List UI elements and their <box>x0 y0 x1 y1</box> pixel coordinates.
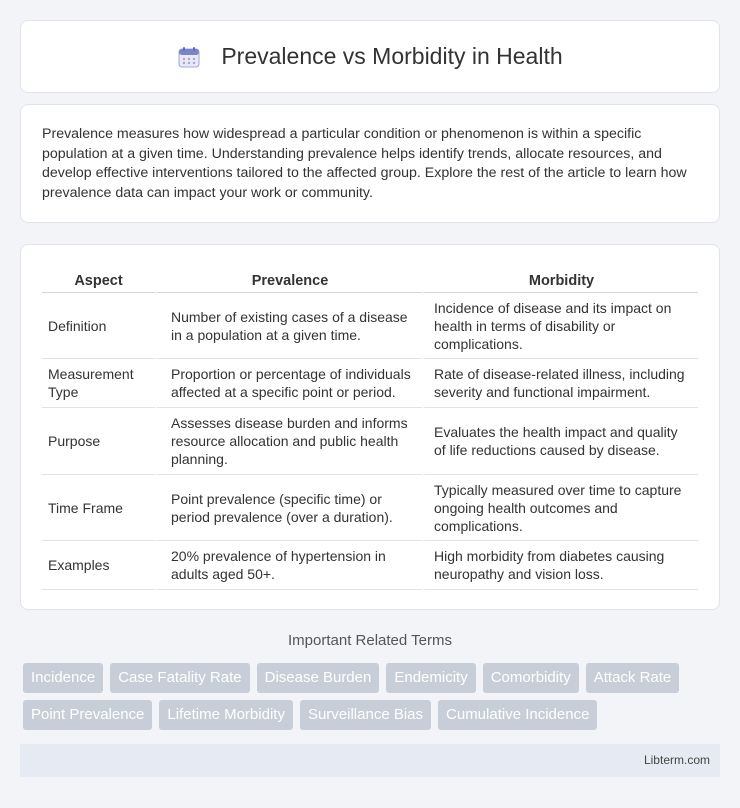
morbidity-cell: High morbidity from diabetes causing neuropathy and vision loss. <box>422 541 698 590</box>
table-row <box>42 293 698 359</box>
related-term-tag[interactable]: Surveillance Bias <box>300 700 431 730</box>
prevalence-cell: 20% prevalence of hypertension in adults aged 50+. <box>155 541 422 590</box>
related-term-tag[interactable]: Point Prevalence <box>23 700 152 730</box>
morbidity-cell: Incidence of disease and its impact on health in terms of disability or complications. <box>422 293 698 359</box>
related-term-tag[interactable]: Incidence <box>23 663 103 693</box>
aspect-cell: Examples <box>42 541 155 590</box>
related-terms-title: Important Related Terms <box>288 632 452 649</box>
comparison-table <box>42 263 698 590</box>
calendar-icon <box>177 45 201 69</box>
header-card <box>20 20 720 93</box>
prevalence-cell: Assesses disease burden and informs resource allocation and public health planning. <box>155 408 422 475</box>
prevalence-cell: Proportion or percentage of individuals affected at a specific point or period. <box>155 359 422 408</box>
related-terms-list <box>23 663 723 737</box>
intro-text: Prevalence measures how widespread a particular condition or phenomenon is within a specific population at a given time. Understanding prevalence helps identify trends, allocate resources, and develop effective interventions tailored to the affected group. Explore the rest of the article to learn how prevalence data can impact your work or community. <box>42 126 687 201</box>
comparison-table-card <box>20 244 720 610</box>
footer <box>20 744 720 777</box>
related-term-tag[interactable]: Cumulative Incidence <box>438 700 597 730</box>
related-term-tag[interactable]: Disease Burden <box>257 663 380 693</box>
related-term-tag[interactable]: Lifetime Morbidity <box>159 700 293 730</box>
morbidity-cell: Rate of disease-related illness, including severity and functional impairment. <box>422 359 698 408</box>
related-term-tag[interactable]: Case Fatality Rate <box>110 663 249 693</box>
page-title: Prevalence vs Morbidity in Health <box>221 43 563 69</box>
related-term-tag[interactable]: Comorbidity <box>483 663 579 693</box>
column-header-aspect: Aspect <box>42 263 155 293</box>
table-row <box>42 475 698 541</box>
aspect-cell: Time Frame <box>42 475 155 541</box>
morbidity-cell: Typically measured over time to capture ongoing health outcomes and complications. <box>422 475 698 541</box>
table-row <box>42 408 698 475</box>
morbidity-cell: Evaluates the health impact and quality of life reductions caused by disease. <box>422 408 698 475</box>
table-row <box>42 359 698 408</box>
column-header-morbidity: Morbidity <box>422 263 698 293</box>
aspect-cell: Purpose <box>42 408 155 475</box>
table-header-row <box>42 263 698 293</box>
table-row <box>42 541 698 590</box>
aspect-cell: Definition <box>42 293 155 359</box>
intro-card <box>20 104 720 223</box>
related-term-tag[interactable]: Endemicity <box>386 663 475 693</box>
aspect-cell: Measurement Type <box>42 359 155 408</box>
related-term-tag[interactable]: Attack Rate <box>586 663 680 693</box>
footer-site-link[interactable]: Libterm.com <box>643 753 710 767</box>
prevalence-cell: Number of existing cases of a disease in a population at a given time. <box>155 293 422 359</box>
column-header-prevalence: Prevalence <box>155 263 422 293</box>
prevalence-cell: Point prevalence (specific time) or period prevalence (over a duration). <box>155 475 422 541</box>
